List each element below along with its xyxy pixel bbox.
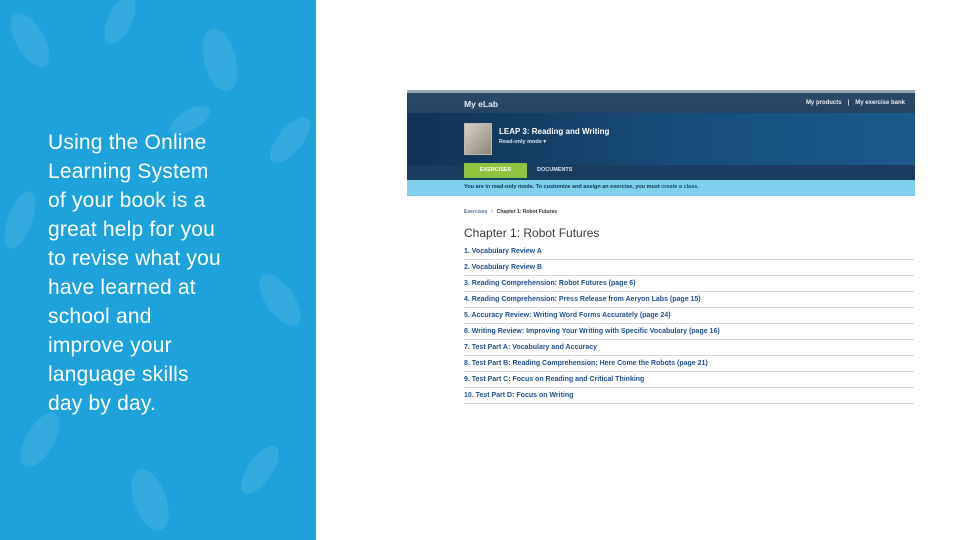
breadcrumb	[464, 209, 557, 215]
exercise-link[interactable]: 8. Test Part B: Reading Comprehension: Here Come the Robots (page 21)	[464, 356, 914, 372]
book-title: LEAP 3: Reading and Writing	[499, 127, 610, 136]
chapter-title: Chapter 1: Robot Futures	[464, 226, 600, 240]
create-class-link[interactable]: create a class.	[661, 184, 699, 190]
exercise-link[interactable]: 10. Test Part D: Focus on Writing	[464, 388, 914, 404]
breadcrumb-chapter: Chapter 1: Robot Futures	[496, 209, 558, 215]
exercise-link[interactable]: 9. Test Part C: Focus on Reading and Critical Thinking	[464, 372, 914, 388]
exercise-link[interactable]: 5. Accuracy Review: Writing Word Forms Accurately (page 24)	[464, 308, 914, 324]
chevron-down-icon: ▾	[543, 139, 547, 145]
exercise-link[interactable]: 2. Vocabulary Review B	[464, 260, 914, 276]
my-exercise-bank-link[interactable]: My exercise bank	[855, 100, 905, 106]
read-only-notice	[464, 184, 699, 190]
book-cover-thumbnail	[464, 123, 492, 155]
brand-logo[interactable]: My eLab	[464, 99, 499, 109]
myelab-screenshot	[407, 90, 915, 405]
exercise-link[interactable]: 6. Writing Review: Improving Your Writing with Specific Vocabulary (page 16)	[464, 324, 914, 340]
side-panel	[0, 0, 316, 540]
top-links	[806, 100, 905, 106]
breadcrumb-exercises[interactable]: Exercises	[464, 209, 488, 215]
breadcrumb-separator: /	[491, 209, 493, 215]
top-border	[407, 90, 915, 93]
exercise-list	[464, 244, 914, 404]
slide-body-text: Using the Online Learning System of your book is a great help for you to revise what you have learned at school and improve your language skills day by day.	[48, 131, 221, 415]
exercise-link[interactable]: 3. Reading Comprehension: Robot Futures (page 6)	[464, 276, 914, 292]
my-products-link[interactable]: My products	[805, 100, 842, 106]
exercise-link[interactable]: 1. Vocabulary Review A	[464, 244, 914, 260]
exercise-link[interactable]: 4. Reading Comprehension: Press Release from Aeryon Labs (page 15)	[464, 292, 914, 308]
tab-exercises[interactable]: EXERCISES	[464, 163, 527, 178]
tab-documents[interactable]: DOCUMENTS	[537, 167, 573, 173]
notice-text: You are in read-only mode. To customize and assign an exercise, you must	[464, 184, 660, 190]
mode-label: Read-only mode	[499, 139, 542, 145]
mode-dropdown[interactable]	[499, 139, 546, 145]
exercise-link[interactable]: 7. Test Part A: Vocabulary and Accuracy	[464, 340, 914, 356]
top-link-separator: |	[847, 100, 850, 106]
